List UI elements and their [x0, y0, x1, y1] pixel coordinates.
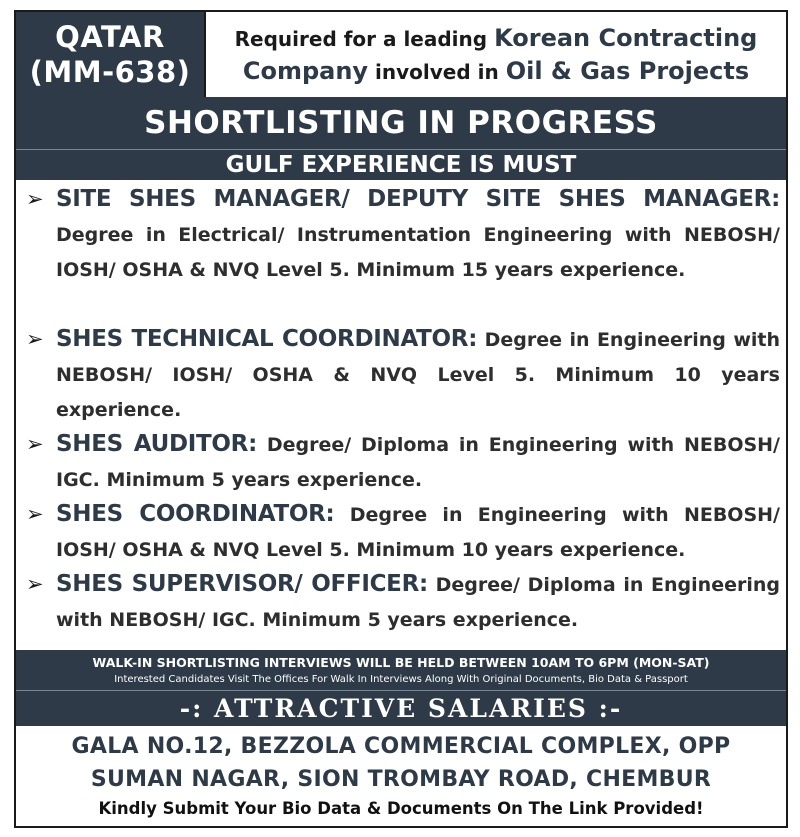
- submit-note: Kindly Submit Your Bio Data & Documents On The Link Provided!: [98, 799, 704, 818]
- intro-highlight: Oil & Gas Projects: [505, 56, 750, 85]
- salary-banner: [16, 690, 786, 726]
- reference-code: (MM-638): [29, 54, 191, 89]
- status-banner-text: SHORTLISTING IN PROGRESS: [144, 105, 658, 141]
- address-block: [16, 730, 786, 822]
- arrow-bullet-icon: ➢: [26, 572, 44, 596]
- intro-text-part: Required for a leading: [234, 26, 488, 51]
- arrow-bullet-icon: ➢: [26, 327, 44, 351]
- intro-text: [206, 12, 786, 97]
- address-line-2: SUMAN NAGAR, SION TROMBAY ROAD, CHEMBUR: [90, 767, 712, 792]
- requirement-banner-text: GULF EXPERIENCE IS MUST: [225, 152, 577, 178]
- arrow-bullet-icon: ➢: [26, 502, 44, 526]
- job-advertisement: [14, 10, 788, 828]
- header: [16, 12, 786, 97]
- country-box: [16, 12, 206, 97]
- job-description: Degree in Electrical/ Instrumentation Engineering with NEBOSH/ IOSH/ OSHA & NVQ Level 5. Minimum 15 years experience.: [56, 224, 780, 281]
- job-description: Degree/ Diploma in Engineering with NEBOSH/ IGC. Minimum 5 years experience.: [56, 574, 780, 631]
- intro-text-part: involved in: [375, 59, 499, 84]
- job-description: Degree in Engineering with NEBOSH/ IOSH/ OSHA & NVQ Level 5. Minimum 10 years experience.: [56, 504, 780, 561]
- intro-highlight: Company: [242, 56, 369, 85]
- address-line-1: GALA NO.12, BEZZOLA COMMERCIAL COMPLEX, OPP: [71, 734, 731, 759]
- job-description: Degree in Engineering with NEBOSH/ IOSH/ OSHA & NVQ Level 5. Minimum 10 years experience.: [56, 329, 781, 421]
- intro-line-1: [235, 22, 758, 55]
- arrow-bullet-icon: ➢: [26, 432, 44, 456]
- job-item: [16, 182, 786, 322]
- walkin-text: WALK-IN SHORTLISTING INTERVIEWS WILL BE HELD BETWEEN 10AM TO 6PM (MON-SAT): [92, 654, 710, 670]
- arrow-bullet-icon: ➢: [26, 187, 44, 211]
- country-name: QATAR: [55, 19, 165, 54]
- job-item: [16, 567, 786, 637]
- job-title: SITE SHES MANAGER/ DEPUTY SITE SHES MANAGER:: [56, 186, 780, 212]
- job-item: [16, 497, 786, 567]
- walkin-subtext: Interested Candidates Visit The Offices For Walk In Interviews Along With Original Documents, Bio Data & Passport: [114, 673, 688, 685]
- job-list: [16, 182, 786, 637]
- intro-line-2: [243, 55, 749, 88]
- salary-text: -: ATTRACTIVE SALARIES :-: [179, 694, 623, 723]
- requirement-banner: [16, 149, 786, 180]
- job-title: SHES TECHNICAL COORDINATOR:: [56, 326, 478, 352]
- intro-highlight: Korean Contracting: [494, 23, 758, 52]
- job-item: [16, 427, 786, 497]
- job-description: Degree/ Diploma in Engineering with NEBOSH/ IGC. Minimum 5 years experience.: [56, 434, 780, 491]
- job-item: [16, 322, 786, 427]
- job-title: SHES COORDINATOR:: [56, 501, 335, 527]
- job-title: SHES SUPERVISOR/ OFFICER:: [56, 571, 428, 597]
- job-title: SHES AUDITOR:: [56, 431, 257, 457]
- walkin-banner: [16, 650, 786, 690]
- status-banner: [16, 97, 786, 149]
